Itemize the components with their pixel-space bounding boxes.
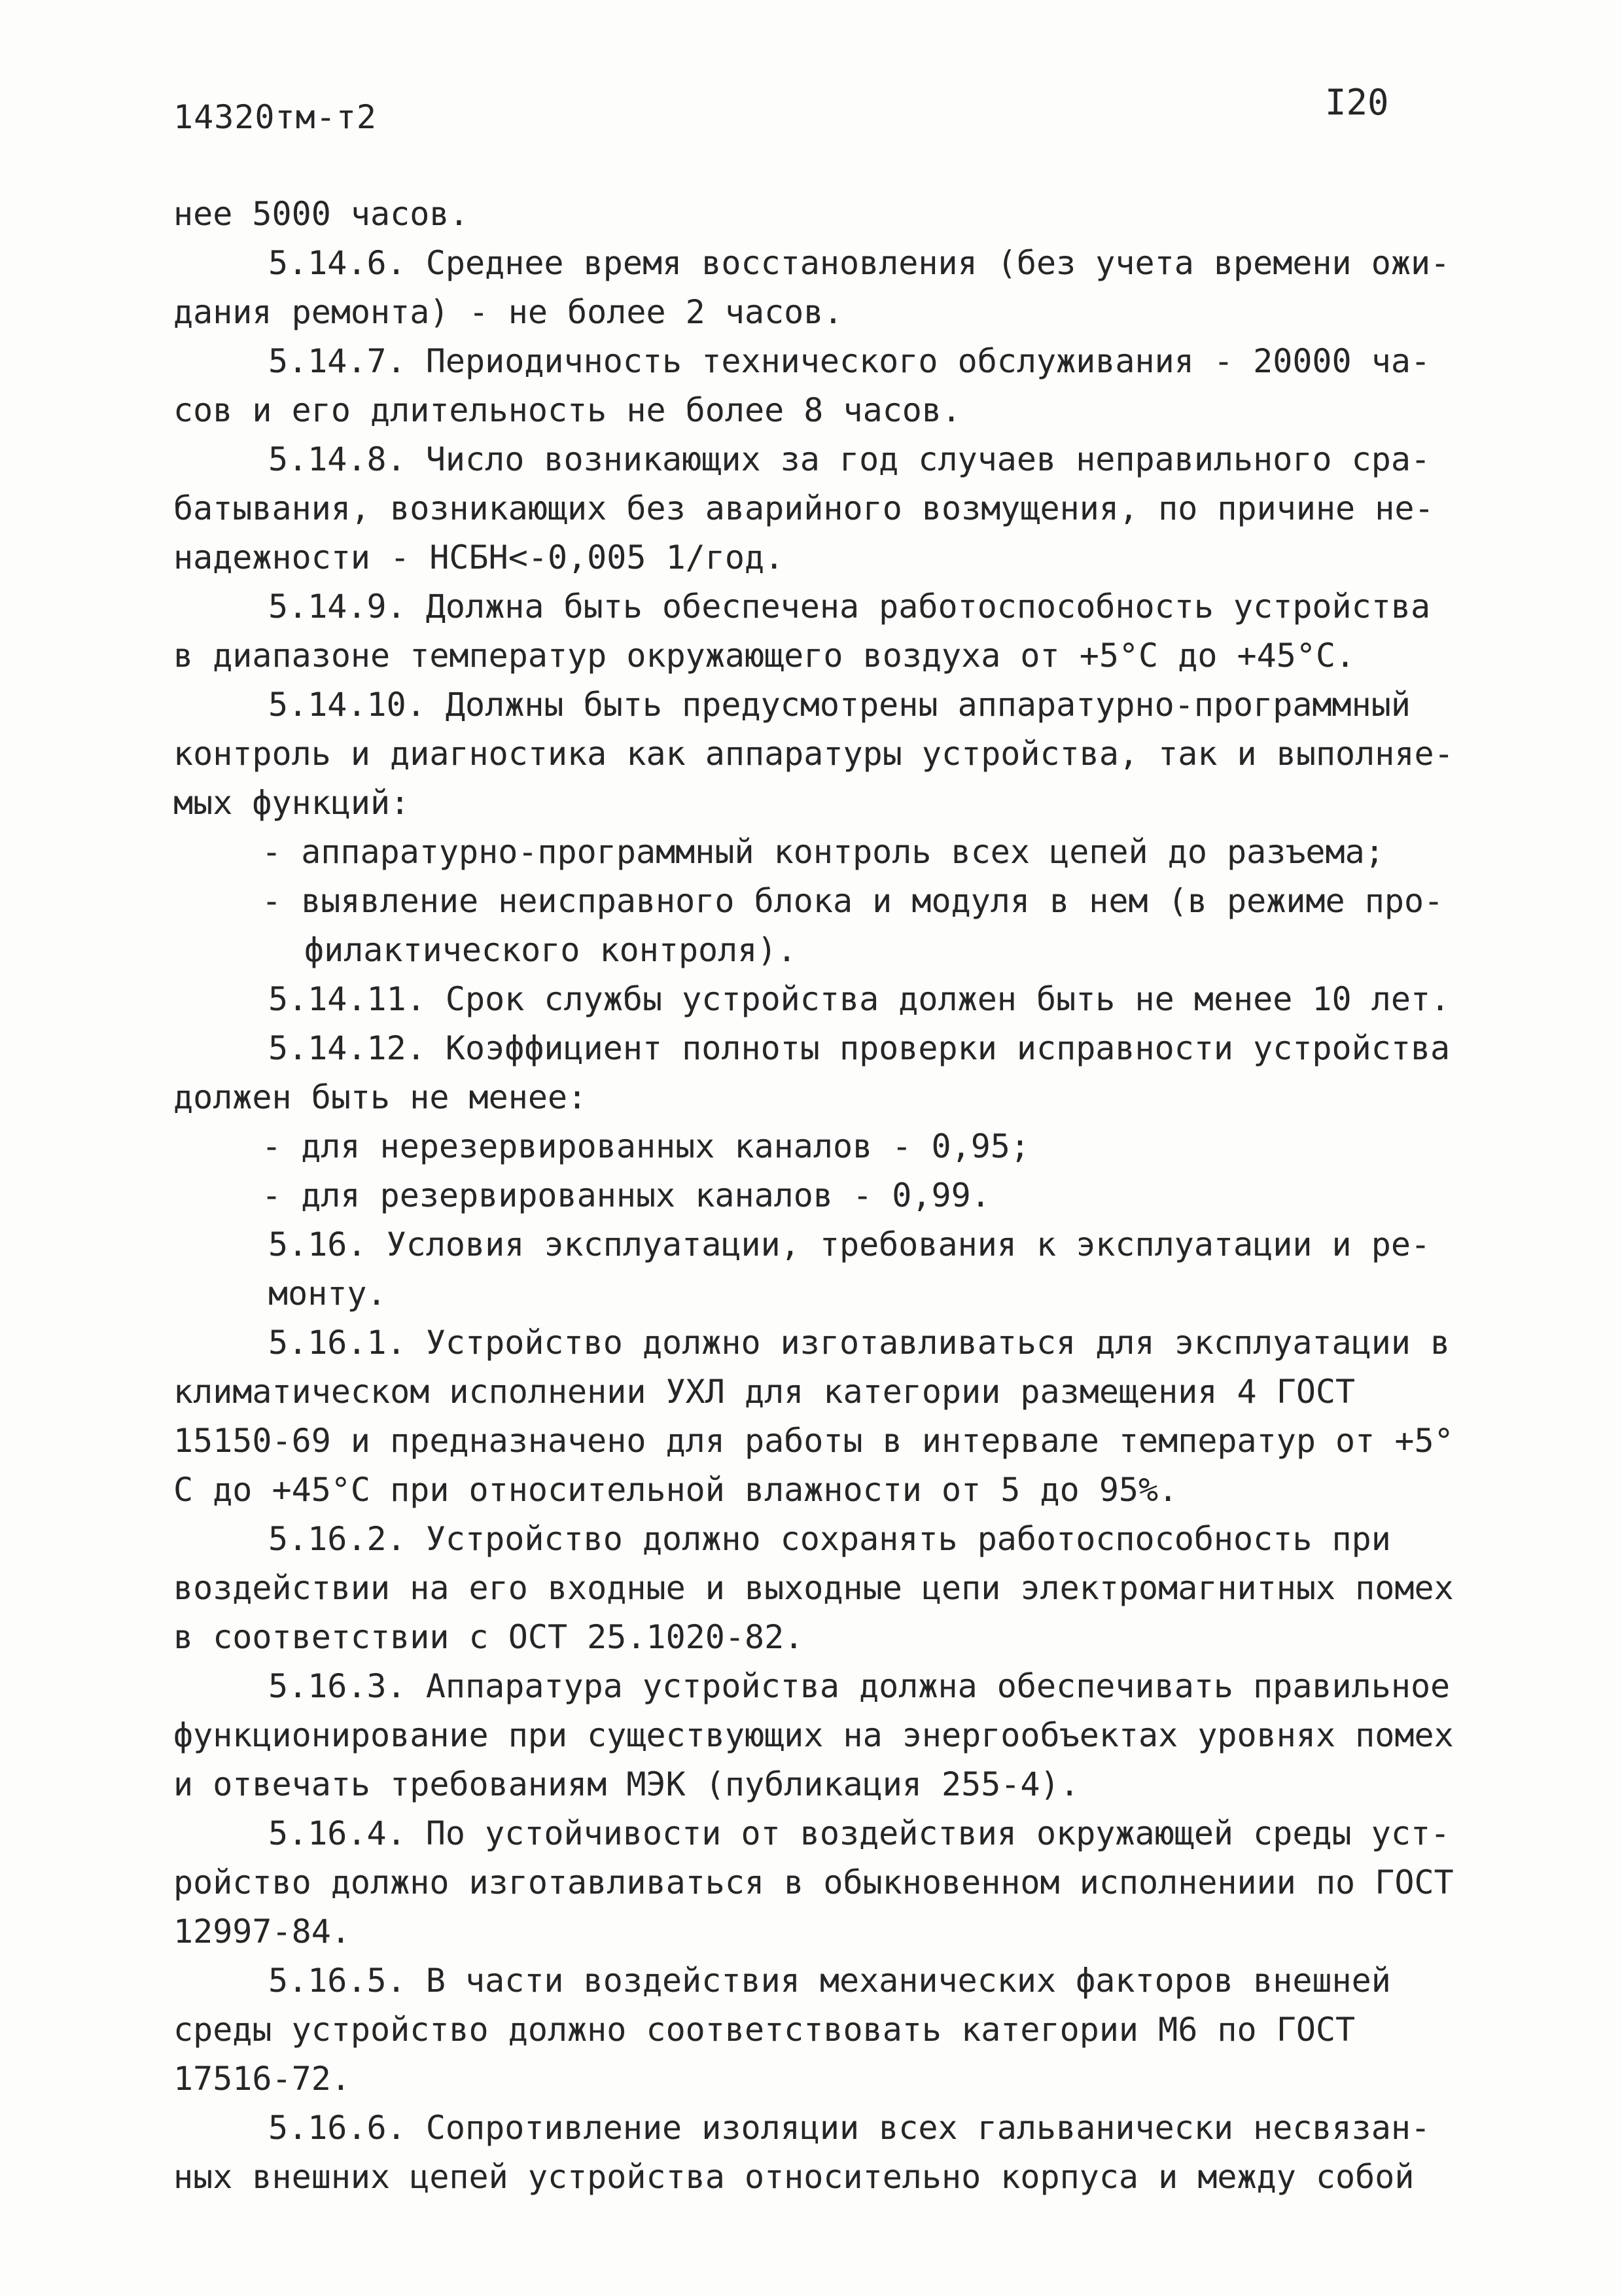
- text-line: С до +45°С при относительной влажности от 5 до 95%.: [173, 1471, 1178, 1509]
- text-line: климатическом исполнении УХЛ для категории размещения 4 ГОСТ: [173, 1373, 1356, 1411]
- page-number: I20: [1325, 82, 1389, 123]
- text-line: 5.14.11. Срок службы устройства должен быть не менее 10 лет.: [268, 980, 1451, 1018]
- text-line: дания ремонта) - не более 2 часов.: [173, 293, 843, 331]
- text-line: 5.14.6. Среднее время восстановления (без учета времени ожи-: [268, 244, 1451, 282]
- text-line: 5.16.4. По устойчивости от воздействия окружающей среды уст-: [268, 1814, 1451, 1852]
- text-line: 5.16.5. В части воздействия механических факторов внешней: [268, 1962, 1391, 2000]
- text-line: в соответствии с ОСТ 25.1020-82.: [173, 1618, 804, 1656]
- text-line: батывания, возникающих без аварийного возмущения, по причине не-: [173, 489, 1434, 527]
- document-body: [173, 190, 1456, 2202]
- text-line: 5.14.12. Коэффициент полноты проверки исправности устройства: [268, 1029, 1451, 1067]
- text-line: 12997-84.: [173, 1913, 351, 1951]
- list-item: - выявление неисправного блока и модуля в нем (в режиме про-: [262, 882, 1444, 920]
- section-heading: 5.16. Условия эксплуатации, требования к эксплуатации и ре-: [268, 1226, 1431, 1263]
- text-line: мых функций:: [173, 784, 410, 822]
- text-line: ных внешних цепей устройства относительно корпуса и между собой: [173, 2158, 1415, 2196]
- text-line: ройство должно изготавливаться в обыкновенном исполнениии по ГОСТ: [173, 1863, 1454, 1901]
- text-line: и отвечать требованиям МЭК (публикация 255-4).: [173, 1765, 1080, 1803]
- text-line: 5.16.3. Аппаратура устройства должна обеспечивать правильное: [268, 1667, 1451, 1705]
- text-line: 5.14.9. Должна быть обеспечена работоспособность устройства: [268, 588, 1431, 626]
- text-line: 15150-69 и предназначено для работы в интервале температур от +5°: [173, 1422, 1454, 1460]
- document-code: 14320тм-т2: [173, 98, 378, 136]
- section-heading: монту.: [268, 1275, 387, 1313]
- text-line: воздействии на его входные и выходные цепи электромагнитных помех: [173, 1569, 1454, 1607]
- text-line: 5.14.8. Число возникающих за год случаев неправильного сра-: [268, 440, 1431, 478]
- text-line: нее 5000 часов.: [173, 195, 469, 233]
- text-line: среды устройство должно соответствовать категории М6 по ГОСТ: [173, 2011, 1356, 2049]
- text-line: 5.14.7. Периодичность технического обслуживания - 20000 ча-: [268, 342, 1431, 380]
- text-line: должен быть не менее:: [173, 1078, 588, 1116]
- text-line: 5.16.2. Устройство должно сохранять работоспособность при: [268, 1520, 1391, 1558]
- text-line: 17516-72.: [173, 2060, 351, 2098]
- text-line: в диапазоне температур окружающего воздуха от +5°С до +45°С.: [173, 637, 1356, 675]
- text-line: контроль и диагностика как аппаратуры устройства, так и выполняе-: [173, 735, 1454, 773]
- text-line: надежности - НСБН<-0,005 1/год.: [173, 539, 785, 576]
- text-line: сов и его длительность не более 8 часов.: [173, 391, 962, 429]
- text-line: 5.16.1. Устройство должно изготавливаться для эксплуатации в: [268, 1324, 1451, 1362]
- list-item: - для резервированных каналов - 0,99.: [262, 1176, 991, 1214]
- list-item: - аппаратурно-программный контроль всех цепей до разъема;: [262, 833, 1384, 871]
- text-line: функционирование при существующих на энергообъектах уровнях помех: [173, 1716, 1454, 1754]
- list-item-continuation: филактического контроля).: [304, 931, 797, 969]
- list-item: - для нерезервированных каналов - 0,95;: [262, 1127, 1030, 1165]
- text-line: 5.16.6. Сопротивление изоляции всех гальванически несвязан-: [268, 2109, 1431, 2147]
- text-line: 5.14.10. Должны быть предусмотрены аппаратурно-программный: [268, 686, 1411, 724]
